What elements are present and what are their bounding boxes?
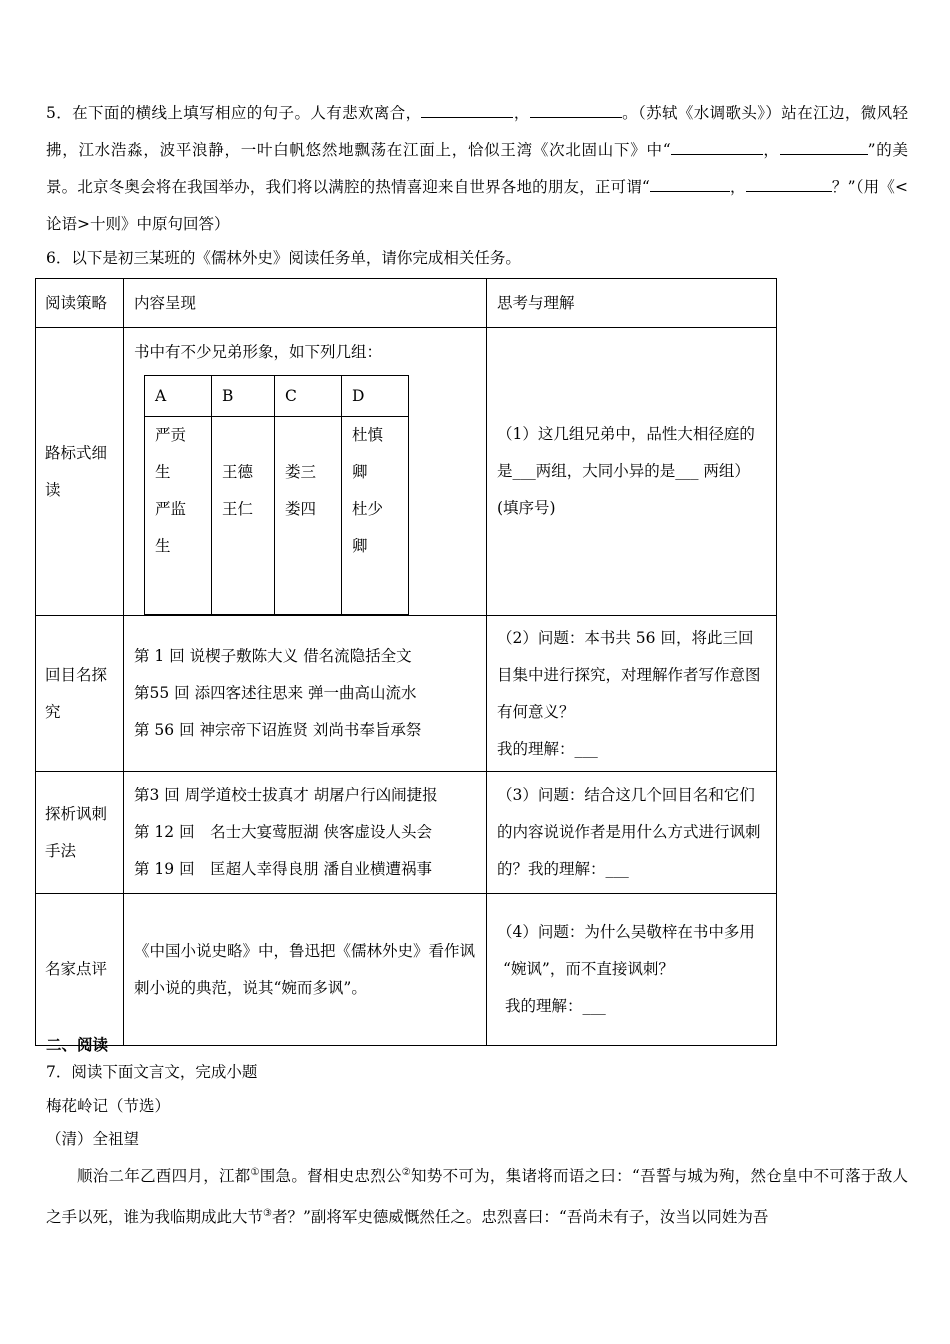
- group-names: [212, 417, 275, 615]
- q5-text-1: 5．在下面的横线上填写相应的句子。人有悲欢离合，: [46, 104, 422, 122]
- chapter-title: 第 1 回 说楔子敷陈大义 借名流隐括全文: [134, 647, 412, 665]
- q5-sep: ，: [513, 104, 530, 122]
- table-row: [36, 772, 777, 894]
- footnote-marker: ①: [250, 1167, 260, 1178]
- question-6-intro: 6．以下是初三某班的《儒林外史》阅读任务单，请你完成相关任务。: [46, 249, 521, 267]
- reading-task-table: [35, 278, 777, 1046]
- brother-name: 杜慎卿: [352, 426, 384, 481]
- section-heading: 二、阅读: [46, 1035, 109, 1054]
- table-row: [36, 616, 777, 772]
- group-label: B: [212, 376, 275, 417]
- header-thinking: 思考与理解: [487, 279, 777, 328]
- thinking-cell: （3）问题：结合这几个回目名和它们的内容说说作者是用什么方式进行讽刺的？我的理解：___: [487, 772, 777, 894]
- answer-blank[interactable]: [746, 171, 832, 192]
- brother-name: 王德: [222, 463, 254, 481]
- thinking-cell: （1）这几组兄弟中，品性大相径庭的是___两组，大同小异的是___ 两组）(填序号): [487, 328, 777, 616]
- group-names: [145, 417, 212, 615]
- chapter-title: 第3 回 周学道校士拔真才 胡屠户行凶闹捷报: [134, 786, 438, 804]
- passage-author: （清）全祖望: [46, 1130, 140, 1148]
- brother-name: 王仁: [222, 500, 254, 518]
- content-cell: [124, 772, 487, 894]
- group-names: [342, 417, 409, 615]
- question-text: “婉讽”，而不直接讽刺？: [503, 960, 674, 978]
- brother-name: 杜少卿: [352, 500, 384, 555]
- q5-text-2: 。（苏轼《水调歌头》）站在江边，微风轻拂，江水浩淼，波平浪静，一叶白帆悠然地飘荡在江面上，恰似王湾《次北固山下》中“: [46, 104, 908, 159]
- q5-text-3: ”的美景。北京冬奥会将在我国举办，我们将以满腔的热情喜迎来自世界各地的朋友，正可谓“: [46, 141, 908, 196]
- question-text: （2）问题：本书共 56 回，将此三回目集中进行探究，对理解作者写作意图有何意义？: [497, 628, 761, 721]
- chapter-title: 第 12 回 名士大宴莺脰湖 侠客虚设人头会: [134, 823, 433, 841]
- group-names: [275, 417, 342, 615]
- header-content: 内容呈现: [124, 279, 487, 328]
- passage-segment: 围急。督相史忠烈公: [259, 1167, 402, 1186]
- table-row: [36, 328, 777, 616]
- chapter-title: 第55 回 添四客述往思来 弹一曲高山流水: [134, 684, 417, 702]
- brother-name: 娄三: [285, 463, 317, 481]
- brother-name: 娄四: [285, 500, 317, 518]
- brother-name: 严监生: [155, 500, 187, 555]
- passage-segment: 者？”副将军史德威慨然任之。忠烈喜曰：“吾尚未有子，汝当以同姓为吾: [271, 1208, 769, 1227]
- question-5: [46, 95, 908, 243]
- answer-blank[interactable]: [780, 134, 868, 155]
- passage-title: 梅花岭记（节选）: [46, 1097, 171, 1115]
- thinking-cell: [487, 894, 777, 1046]
- footnote-marker: ②: [401, 1167, 412, 1178]
- content-intro: 书中有不少兄弟形象，如下列几组：: [134, 343, 383, 361]
- strategy-cell: 回目名探究: [36, 616, 124, 772]
- thinking-cell: [487, 616, 777, 772]
- answer-blank[interactable]: [530, 97, 622, 118]
- group-label: C: [275, 376, 342, 417]
- chapter-title: 第 56 回 神宗帝下诏旌贤 刘尚书奉旨承祭: [134, 721, 422, 739]
- table-row: [36, 894, 777, 1046]
- content-cell: [124, 328, 487, 616]
- header-strategy: 阅读策略: [36, 279, 124, 328]
- brother-name: 严贡生: [155, 426, 187, 481]
- q5-sep: ，: [729, 178, 746, 196]
- group-label: D: [342, 376, 409, 417]
- content-cell: 《中国小说史略》中，鲁迅把《儒林外史》看作讽刺小说的典范，说其“婉而多讽”。: [124, 894, 487, 1046]
- q5-text-4: ？”（用《<论语>十则》中原句回答）: [46, 178, 908, 233]
- answer-line[interactable]: 我的理解：___: [505, 997, 606, 1015]
- answer-blank[interactable]: [650, 171, 730, 192]
- passage-segment: 知势不可为，集诸将而语之曰：“吾誓与城为殉，然仓皇中不可落于敌人之手以死，谁为我临期成此大节: [46, 1167, 908, 1227]
- question-text: （4）问题：为什么吴敬梓在书中多用: [497, 923, 755, 941]
- strategy-cell: 名家点评: [36, 894, 124, 1046]
- table-header-row: [36, 279, 777, 328]
- q5-sep: ，: [762, 141, 780, 159]
- chapter-title: 第 19 回 匡超人幸得良朋 潘自业横遭祸事: [134, 860, 433, 878]
- answer-blank[interactable]: [671, 134, 763, 155]
- content-cell: [124, 616, 487, 772]
- passage-segment: 顺治二年乙酉四月，江都: [77, 1167, 251, 1186]
- strategy-cell: 探析讽刺手法: [36, 772, 124, 894]
- brothers-table: [144, 375, 409, 615]
- answer-blank[interactable]: [421, 97, 513, 118]
- answer-line[interactable]: 我的理解：___: [497, 739, 598, 758]
- group-label: A: [145, 376, 212, 417]
- passage-text: [46, 1154, 908, 1236]
- strategy-cell: 路标式细读: [36, 328, 124, 616]
- footnote-marker: ③: [263, 1208, 272, 1220]
- question-7-intro: 7．阅读下面文言文，完成小题: [46, 1063, 258, 1081]
